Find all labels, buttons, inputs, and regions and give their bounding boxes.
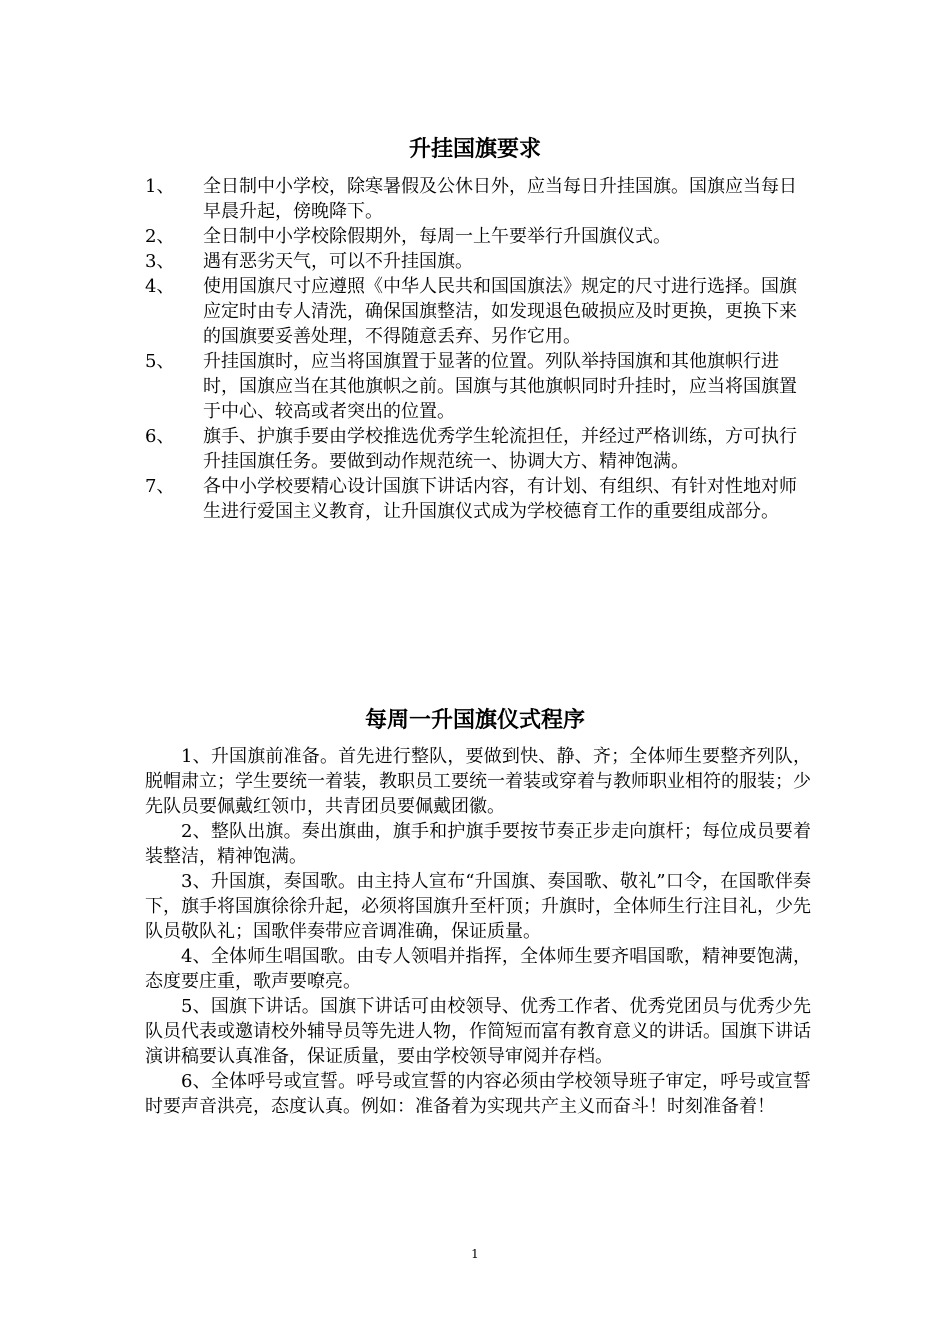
list-item [145, 349, 811, 424]
section-title-procedure: 每周一升国旗仪式程序 [364, 707, 585, 733]
section-title-requirements: 升挂国旗要求 [408, 136, 541, 162]
item-text: 各中小学校要精心设计国旗下讲话内容，有计划、有组织、有针对性地对师生进行爱国主义教育，让升国旗仪式成为学校德育工作的重要组成部分。 [203, 476, 797, 522]
item-number: 7、 [145, 476, 175, 497]
item-text: 使用国旗尺寸应遵照《中华人民共和国国旗法》规定的尺寸进行选择。国旗应定时由专人清洗，确保国旗整洁，如发现退色破损应及时更换，更换下来的国旗要妥善处理，不得随意丢弃、另作它用。 [203, 276, 797, 347]
item-text: 全日制中小学校除假期外，每周一上午要举行升国旗仪式。 [203, 226, 671, 247]
list-item [145, 274, 811, 349]
requirements-list [145, 174, 811, 524]
procedure-paragraph: 4、全体师生唱国歌。由专人领唱并指挥，全体师生要齐唱国歌，精神要饱满，态度要庄重，歌声要嘹亮。 [145, 946, 811, 992]
item-text: 升挂国旗时，应当将国旗置于显著的位置。列队举持国旗和其他旗帜行进时，国旗应当在其他旗帜之前。国旗与其他旗帜同时升挂时，应当将国旗置于中心、较高或者突出的位置。 [203, 351, 797, 422]
list-item [145, 249, 811, 274]
list-item [145, 474, 811, 524]
item-text: 全日制中小学校，除寒暑假及公休日外，应当每日升挂国旗。国旗应当每日早晨升起，傍晚降下。 [203, 176, 797, 222]
procedure-paragraph: 1、升国旗前准备。首先进行整队，要做到快、静、齐；全体师生要整齐列队，脱帽肃立；学生要统一着装，教职员工要统一着装或穿着与教师职业相符的服装；少先队员要佩戴红领巾，共青团员要佩戴团徽。 [145, 746, 811, 817]
procedure-paragraph: 3、升国旗，奏国歌。由主持人宣布“升国旗、奏国歌、敬礼”口令，在国歌伴奏下，旗手将国旗徐徐升起，必须将国旗升至杆顶；升旗时，全体师生行注目礼，少先队员敬队礼；国歌伴奏带应音调准确，保证质量。 [145, 871, 811, 942]
procedure-paragraph: 2、整队出旗。奏出旗曲，旗手和护旗手要按节奏正步走向旗杆；每位成员要着装整洁，精神饱满。 [145, 821, 811, 867]
list-item [145, 424, 811, 474]
procedure-paragraph: 6、全体呼号或宣誓。呼号或宣誓的内容必须由学校领导班子审定，呼号或宣誓时要声音洪亮，态度认真。例如：准备着为实现共产主义而奋斗！时刻准备着！ [145, 1071, 811, 1117]
item-number: 1、 [145, 176, 175, 197]
procedure-body [145, 744, 811, 1119]
procedure-paragraph: 5、国旗下讲话。国旗下讲话可由校领导、优秀工作者、优秀党团员与优秀少先队员代表或邀请校外辅导员等先进人物，作简短而富有教育意义的讲话。国旗下讲话演讲稿要认真准备，保证质量，要由学校领导审阅并存档。 [145, 996, 811, 1067]
page-number: 1 [471, 1247, 479, 1261]
item-number: 5、 [145, 351, 175, 372]
list-item [145, 174, 811, 224]
list-item [145, 224, 811, 249]
item-text: 旗手、护旗手要由学校推选优秀学生轮流担任，并经过严格训练，方可执行升挂国旗任务。要做到动作规范统一、协调大方、精神饱满。 [203, 426, 797, 472]
item-number: 2、 [145, 226, 175, 247]
item-text: 遇有恶劣天气，可以不升挂国旗。 [203, 251, 473, 272]
item-number: 4、 [145, 276, 175, 297]
item-number: 3、 [145, 251, 175, 272]
item-number: 6、 [145, 426, 175, 447]
